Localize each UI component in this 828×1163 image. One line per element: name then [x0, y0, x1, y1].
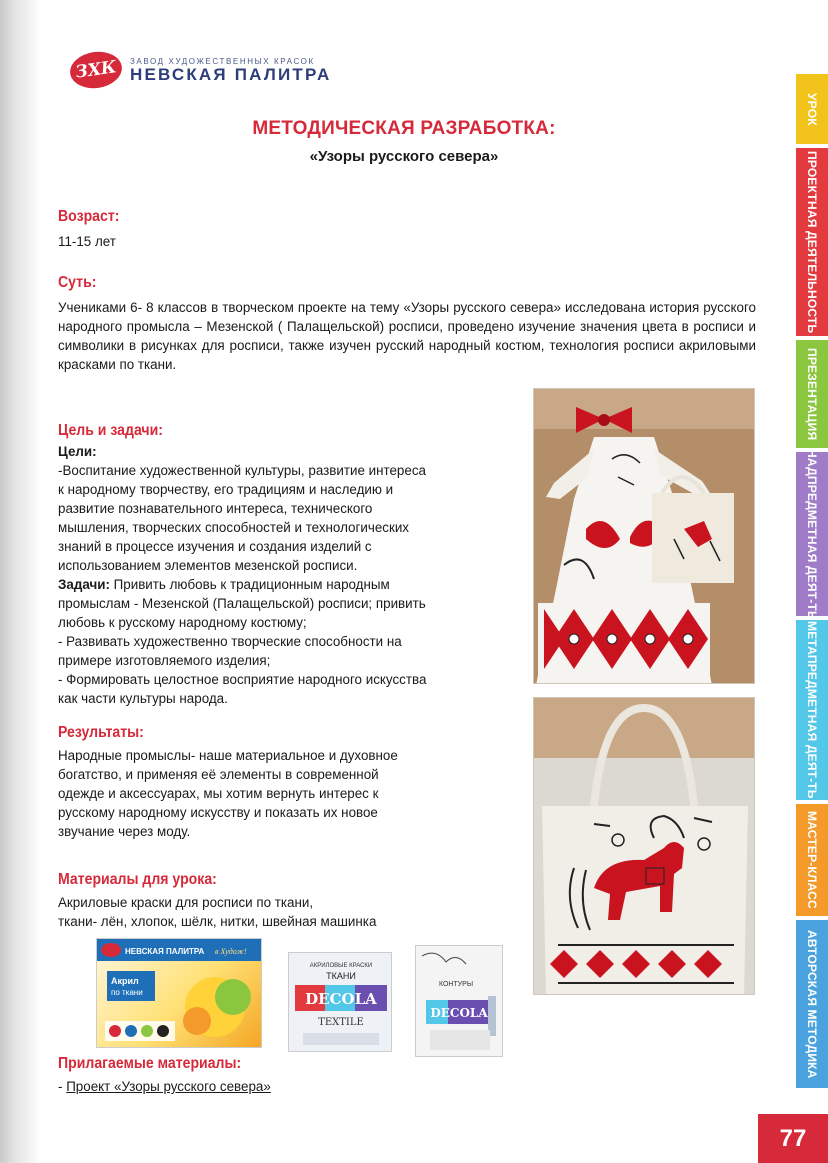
- tab-project-activity[interactable]: [796, 148, 828, 336]
- materials-block: [58, 893, 528, 931]
- tasks-line: промыслам - Мезенской (Палащельской) росписи; привить: [58, 596, 426, 611]
- dress-photo-art: [534, 389, 755, 684]
- tab-supra-subject-activity[interactable]: [796, 448, 828, 620]
- page-number: 77: [758, 1114, 828, 1163]
- box1-slogan: в Худож!: [215, 947, 247, 956]
- tab-label: ПРЕЗЕНТАЦИЯ: [805, 347, 819, 441]
- tab-lesson[interactable]: [796, 74, 828, 144]
- page-binding-shadow: [0, 0, 40, 1163]
- decola-textile-box-image: [288, 952, 392, 1052]
- box3-top: КОНТУРЫ: [438, 981, 474, 988]
- age-heading: Возраст:: [58, 208, 120, 225]
- goals-heading: Цель и задачи:: [58, 422, 163, 439]
- results-line: Народные промыслы- наше материальное и духовное: [58, 748, 398, 763]
- attached-link-prefix: -: [58, 1079, 67, 1094]
- essence-text: Учениками 6- 8 классов в творческом проекте на тему «Узоры русского севера» исследована история русского народного промысла – Мезенской ( Палащельской) росписи, проведено изучение значения цвета в росписи и символики в рисунках для росписи, также изучен русский народный костюм, технология росписи акриловыми красками по ткани.: [58, 300, 756, 372]
- project-link[interactable]: Проект «Узоры русского севера»: [66, 1079, 271, 1094]
- box1-product-line1: Акрил: [111, 976, 139, 986]
- results-line: богатство, и применяя её элементы в современной: [58, 767, 379, 782]
- tab-label: АВТОРСКАЯ МЕТОДИКА: [805, 929, 819, 1079]
- tasks-line: - Развивать художественно творческие способности на: [58, 634, 402, 649]
- tab-label: МЕТАПРЕДМЕТНАЯ ДЕЯТ-ТЬ: [805, 621, 819, 799]
- goals-label: Цели:: [58, 444, 97, 459]
- results-line: звучание через моду.: [58, 824, 191, 839]
- box1-product-line2: по ткани: [111, 988, 143, 997]
- tab-label: ПРОЕКТНАЯ ДЕЯТЕЛЬНОСТЬ: [805, 150, 819, 334]
- brand-logo: [70, 50, 331, 90]
- tasks-line: как части культуры народа.: [58, 691, 228, 706]
- box2-top: АКРИЛОВЫЕ КРАСКИ: [309, 963, 373, 969]
- logo-top-line: ЗАВОД ХУДОЖЕСТВЕННЫХ КРАСОК: [130, 56, 315, 66]
- tab-meta-subject-activity[interactable]: [796, 620, 828, 800]
- tasks-first-line: [58, 575, 528, 594]
- attached-line: [58, 1077, 271, 1096]
- essence-heading: Суть:: [58, 274, 97, 291]
- goals-line: -Воспитание художественной культуры, развитие интереса: [58, 463, 426, 478]
- tasks-line: любовь к русскому народному костюму;: [58, 615, 307, 630]
- tasks-label: Задачи:: [58, 577, 110, 592]
- attached-heading: Прилагаемые материалы:: [58, 1055, 242, 1072]
- box1-brand: НЕВСКАЯ ПАЛИТРА: [125, 947, 205, 956]
- logo-main-line: НЕВСКАЯ ПАЛИТРА: [130, 64, 332, 84]
- tab-author-method[interactable]: [796, 920, 828, 1088]
- materials-line: Акриловые краски для росписи по ткани,: [58, 895, 314, 910]
- goals-line: знаний в процессе изучения и создания изделий с: [58, 539, 372, 554]
- tab-label: НАДПРЕДМЕТНАЯ ДЕЯТ-ТЬ: [805, 448, 819, 620]
- goals-block: [58, 442, 528, 708]
- results-line: русскому народному искусству и показать их новое: [58, 805, 378, 820]
- box2-sub: ТКАНИ: [326, 971, 356, 981]
- goals-line: к народному творчеству, его традициям и наследию и: [58, 482, 394, 497]
- materials-heading: Материалы для урока:: [58, 871, 217, 888]
- age-value: 11-15 лет: [58, 234, 116, 249]
- tab-master-class[interactable]: [796, 804, 828, 916]
- logo-mark: ЗХК: [68, 49, 125, 92]
- acrylic-paint-box-image: [96, 938, 262, 1048]
- goals-line: развитие познавательного интереса, технического: [58, 501, 373, 516]
- tab-label: МАСТЕР-КЛАСС: [805, 811, 819, 909]
- tote-bag-photo: [533, 697, 755, 995]
- tab-label: УРОК: [805, 92, 819, 126]
- tasks-line: - Формировать целостное восприятие народного искусства: [58, 672, 427, 687]
- tasks-line: примере изготовляемого изделия;: [58, 653, 271, 668]
- box2-brand: DECOLA: [305, 990, 377, 1008]
- tab-presentation[interactable]: [796, 340, 828, 448]
- acrylic-box-art: [97, 939, 262, 1048]
- goals-line: мышления, творческих способностей и технологических: [58, 520, 409, 535]
- decola-contour-box-image: [415, 945, 503, 1057]
- materials-line: ткани- лён, хлопок, шёлк, нитки, швейная машинка: [58, 914, 377, 929]
- tote-bag-photo-art: [534, 698, 755, 995]
- page-subtitle: «Узоры русского севера»: [309, 148, 499, 165]
- tasks-first-text: Привить любовь к традиционным народным: [109, 577, 390, 592]
- decola-contour-box-art: [416, 946, 503, 1057]
- box3-brand: DECOLA: [430, 1006, 488, 1020]
- page-title: МЕТОДИЧЕСКАЯ РАЗРАБОТКА:: [252, 118, 556, 139]
- goals-line: использованием элементов мезенской росписи.: [58, 558, 358, 573]
- decola-textile-box-art: [289, 953, 392, 1052]
- results-heading: Результаты:: [58, 724, 144, 741]
- results-line: одежде и аксессуарах, мы хотим вернуть интерес к: [58, 786, 379, 801]
- box2-product: TEXTILE: [318, 1017, 364, 1028]
- results-block: [58, 746, 528, 841]
- logo-text: [130, 57, 331, 84]
- dress-photo: [533, 388, 755, 684]
